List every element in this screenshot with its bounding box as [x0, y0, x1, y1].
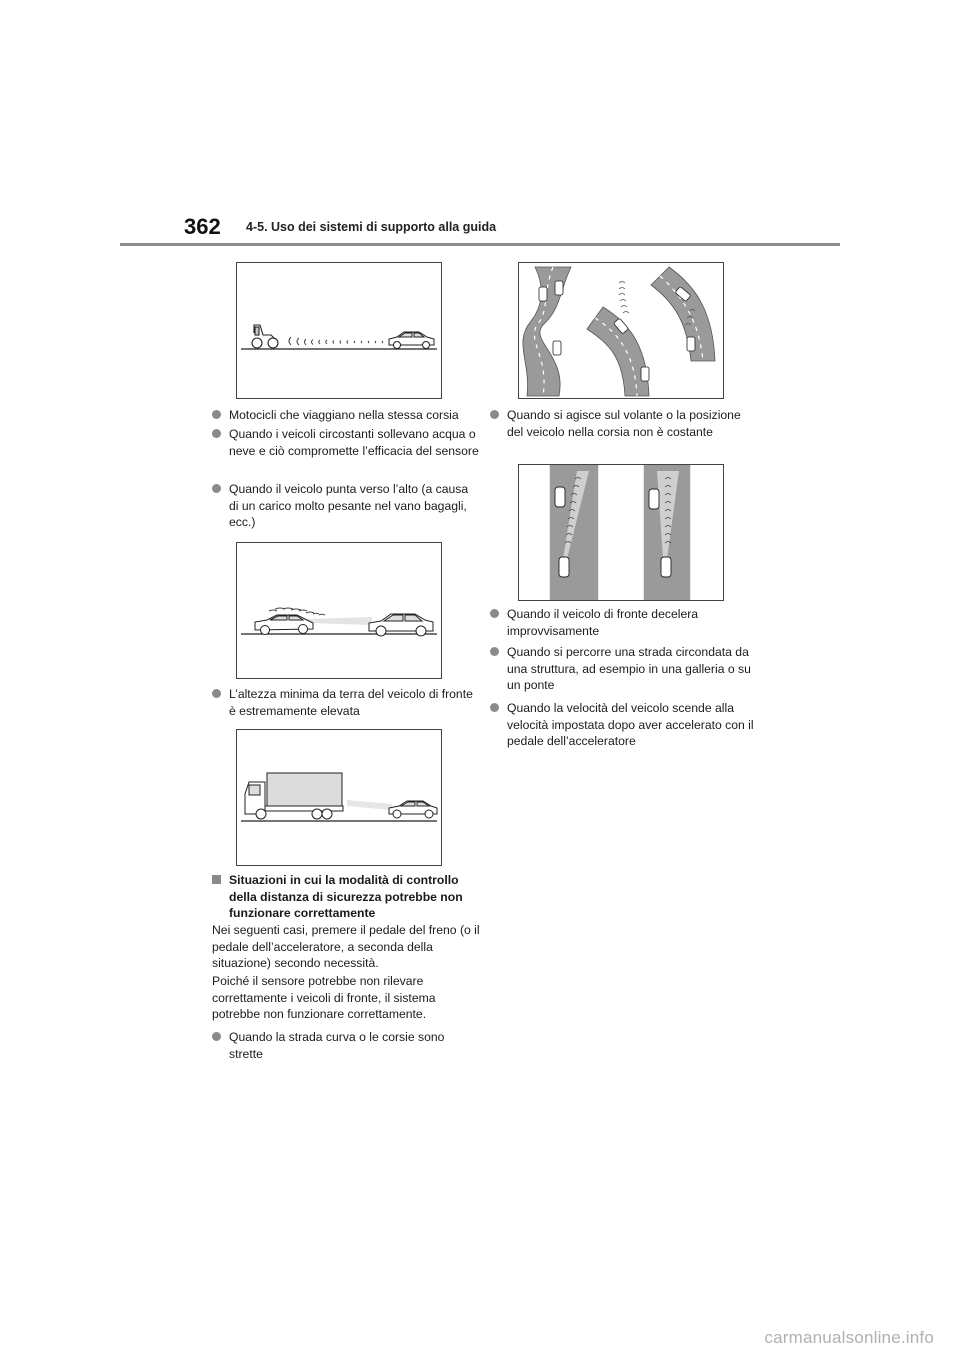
bullet-icon	[490, 647, 499, 656]
bullet-item: Quando i veicoli circostanti sollevano acqua o neve e ciò compromette l’efficacia del sensore	[212, 426, 480, 459]
radar-waves	[269, 608, 325, 615]
paragraph: Poiché il sensore potrebbe non rilevare correttamente i veicoli di fronte, il sistema potrebbe non funzionare correttamente.	[212, 974, 436, 1021]
figure-motorcycle-same-lane	[236, 262, 442, 399]
figure-vehicle-pointing-up	[236, 542, 442, 679]
square-bullet-icon	[212, 875, 221, 884]
bullet-item: Quando la strada curva o le corsie sono strette	[212, 1029, 480, 1062]
radar-waves	[289, 337, 383, 345]
figure-curved-roads	[518, 262, 724, 399]
page-number: 362	[184, 214, 221, 239]
subsection-heading: Situazioni in cui la modalità di controllo della distanza di sicurezza potrebbe non funzionare correttamente	[212, 872, 480, 922]
section-title: 4-5. Uso dei sistemi di supporto alla guida	[246, 220, 497, 234]
bullet-icon	[212, 410, 221, 419]
watermark: carmanualsonline.info	[764, 1328, 934, 1347]
car-illustration	[389, 332, 434, 349]
bullet-icon	[212, 689, 221, 698]
bullet-item: Quando il veicolo punta verso l’alto (a causa di un carico molto pesante nel vano bagagli, ecc.)	[212, 481, 480, 531]
bullet-icon	[490, 703, 499, 712]
road-illustration	[523, 267, 715, 396]
bullet-icon	[212, 429, 221, 438]
figure-high-clearance-vehicle	[236, 729, 442, 866]
paragraph: Nei seguenti casi, premere il pedale del freno (o il pedale dell’acceleratore, a seconda della situazione) secondo necessità.	[212, 923, 480, 970]
car-illustration	[255, 615, 313, 635]
motorcycle-illustration	[252, 325, 278, 348]
bullet-icon	[490, 609, 499, 618]
figure-lane-position	[518, 464, 724, 601]
bullet-item: Quando la velocità del veicolo scende alla velocità impostata dopo aver accelerato con il pedale dell’acceleratore	[490, 700, 758, 750]
bullet-item: Quando si percorre una strada circondata da una struttura, ad esempio in una galleria o su un ponte	[490, 644, 758, 694]
car-illustration	[369, 614, 433, 636]
bullet-icon	[490, 410, 499, 419]
bullet-icon	[212, 484, 221, 493]
header-divider	[120, 243, 840, 246]
bullet-item: Quando il veicolo di fronte decelera improvvisamente	[490, 606, 758, 639]
truck-illustration	[245, 773, 343, 819]
bullet-icon	[212, 1032, 221, 1041]
bullet-item: Quando si agisce sul volante o la posizione del veicolo nella corsia non è costante	[490, 407, 758, 440]
car-illustration	[389, 801, 437, 818]
bullet-item: L’altezza minima da terra del veicolo di fronte è estremamente elevata	[212, 686, 480, 719]
bullet-item: Motocicli che viaggiano nella stessa corsia	[212, 407, 492, 424]
